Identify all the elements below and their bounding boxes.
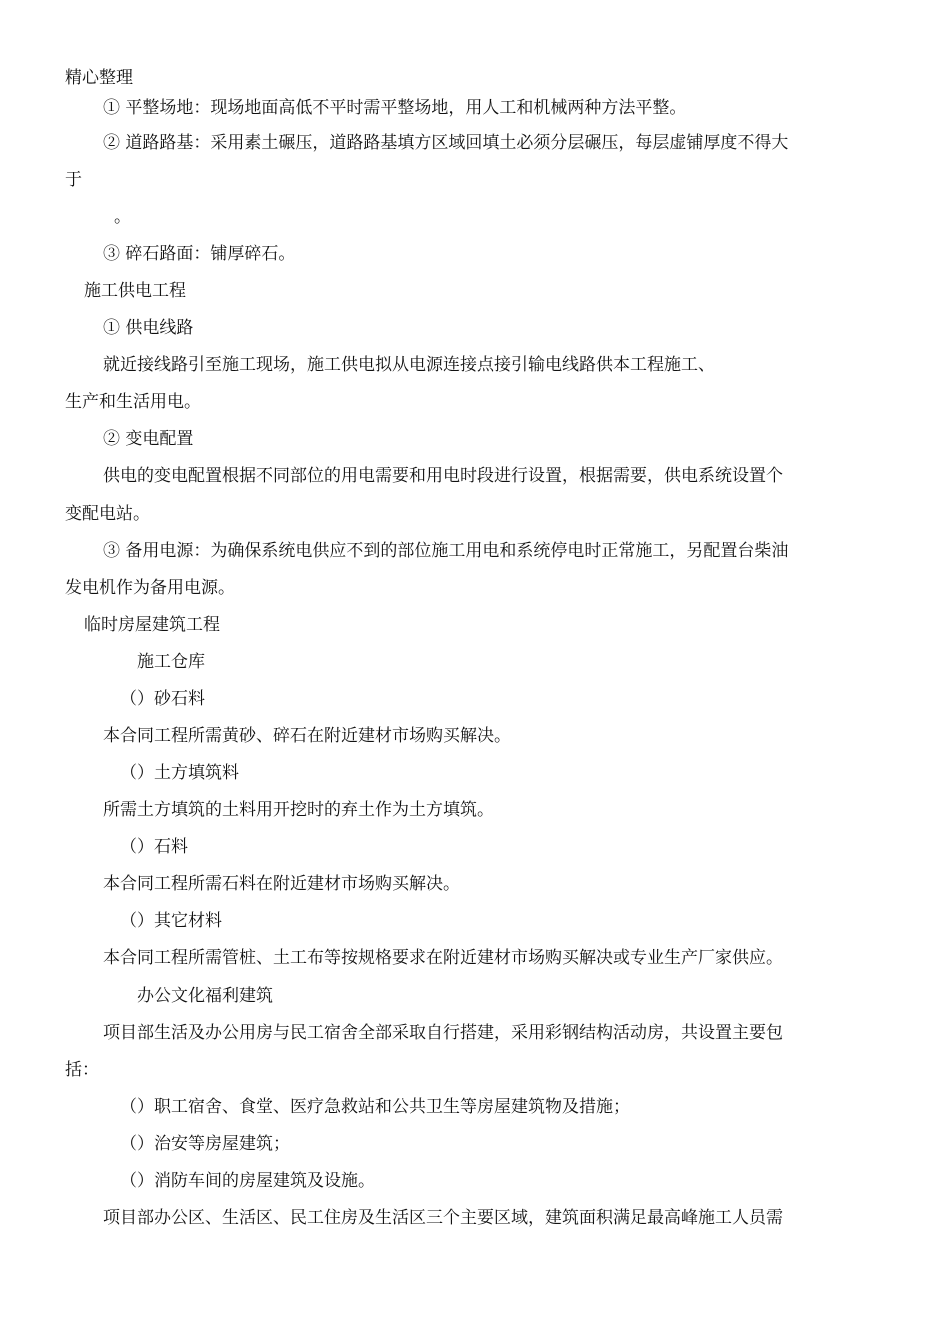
text-line: （）砂石料 xyxy=(120,689,205,709)
text-line: 生产和生活用电。 xyxy=(65,392,201,412)
text-line: （）土方填筑料 xyxy=(120,763,239,783)
text-line: ② 道路路基：采用素土碾压，道路路基填方区域回填土必须分层碾压，每层虚铺厚度不得大 xyxy=(103,133,789,153)
text-line: 项目部生活及办公用房与民工宿舍全部采取自行搭建，采用彩钢结构活动房，共设置主要包 xyxy=(103,1023,783,1043)
text-line: （）职工宿舍、食堂、医疗急救站和公共卫生等房屋建筑物及措施； xyxy=(120,1097,630,1117)
text-line: 括： xyxy=(65,1060,99,1080)
text-line: 供电的变电配置根据不同部位的用电需要和用电时段进行设置，根据需要，供电系统设置个 xyxy=(103,466,783,486)
text-line: ① 平整场地：现场地面高低不平时需平整场地，用人工和机械两种方法平整。 xyxy=(103,98,687,118)
text-line: 项目部办公区、生活区、民工住房及生活区三个主要区域，建筑面积满足最高峰施工人员需 xyxy=(103,1208,783,1228)
text-line: 发电机作为备用电源。 xyxy=(65,578,235,598)
text-line: ③ 碎石路面：铺厚碎石。 xyxy=(103,244,296,264)
text-line: 本合同工程所需黄砂、碎石在附近建材市场购买解决。 xyxy=(103,726,511,746)
text-line: （）治安等房屋建筑； xyxy=(120,1134,290,1154)
text-line: （）消防车间的房屋建筑及设施。 xyxy=(120,1171,375,1191)
text-line: ① 供电线路 xyxy=(103,318,194,338)
text-line: 就近接线路引至施工现场，施工供电拟从电源连接点接引输电线路供本工程施工、 xyxy=(103,355,715,375)
text-line: ② 变电配置 xyxy=(103,429,194,449)
text-line: 本合同工程所需管桩、土工布等按规格要求在附近建材市场购买解决或专业生产厂家供应。 xyxy=(103,948,783,968)
text-line: 于 xyxy=(65,170,82,190)
subsection-heading: 施工仓库 xyxy=(137,652,205,672)
page-title: 精心整理 xyxy=(65,68,133,88)
text-line: 变配电站。 xyxy=(65,504,150,524)
text-line: 所需土方填筑的土料用开挖时的弃土作为土方填筑。 xyxy=(103,800,494,820)
section-heading: 临时房屋建筑工程 xyxy=(84,615,220,635)
section-heading: 施工供电工程 xyxy=(84,281,186,301)
subsection-heading: 办公文化福利建筑 xyxy=(137,986,273,1006)
text-line: 。 xyxy=(114,207,131,227)
text-line: （）石料 xyxy=(120,837,188,857)
text-line: （）其它材料 xyxy=(120,911,222,931)
text-line: 本合同工程所需石料在附近建材市场购买解决。 xyxy=(103,874,460,894)
text-line: ③ 备用电源：为确保系统电供应不到的部位施工用电和系统停电时正常施工，另配置台柴油 xyxy=(103,541,789,561)
